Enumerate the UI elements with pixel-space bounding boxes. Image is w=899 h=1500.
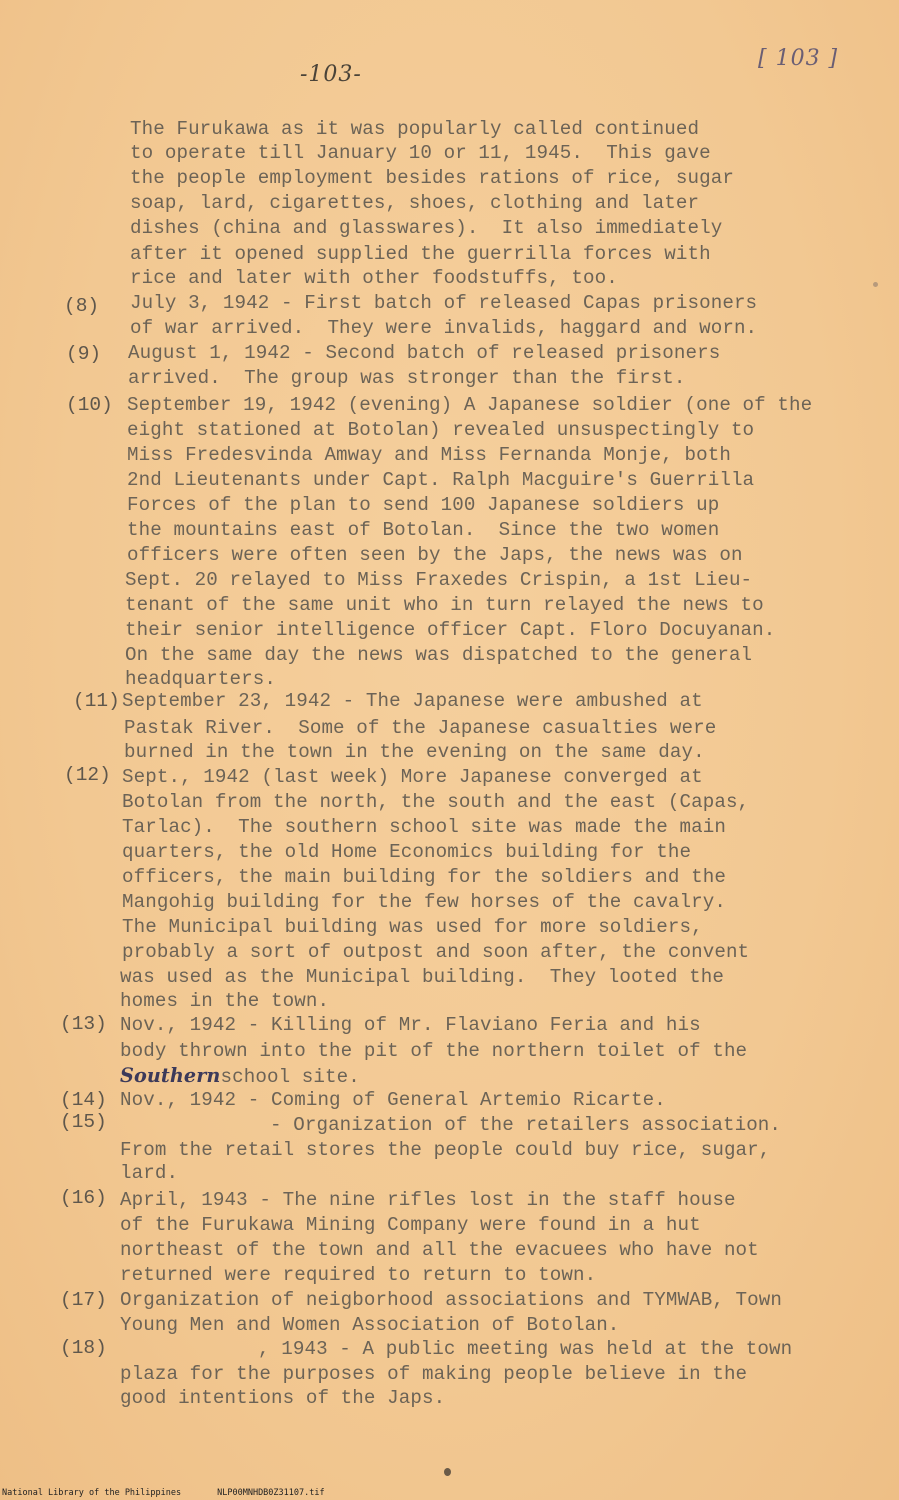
text-line: From the retail stores the people could buy rice, sugar, — [120, 1139, 771, 1161]
text-line: was used as the Municipal building. They looted the — [120, 966, 724, 988]
text-line: of war arrived. They were invalids, haggard and worn. — [130, 317, 758, 339]
text-line: Organization of neigborhood associations and TYMWAB, Town — [120, 1289, 783, 1311]
text-line: body thrown into the pit of the northern toilet of the — [120, 1040, 748, 1062]
text-line: Nov., 1942 - Coming of General Artemio Ricarte. — [120, 1089, 666, 1111]
text-line: headquarters. — [125, 668, 276, 690]
item-number: (15) — [60, 1111, 107, 1133]
text-line: burned in the town in the evening on the same day. — [124, 741, 705, 763]
handwritten-southern: Southern — [120, 1064, 221, 1087]
text-line: Forces of the plan to send 100 Japanese soldiers up — [127, 494, 720, 516]
item-number: (10) — [66, 394, 113, 416]
text-line: plaza for the purposes of making people believe in the — [120, 1363, 748, 1385]
text-line: the people employment besides rations of rice, sugar — [130, 167, 734, 189]
text-line: their senior intelligence officer Capt. Floro Docuyanan. — [125, 619, 776, 641]
text-line: soap, lard, cigarettes, shoes, clothing and later — [130, 192, 700, 214]
text-line: northeast of the town and all the evacuees who have not — [120, 1239, 759, 1261]
text-line: - Organization of the retailers association. — [270, 1114, 782, 1136]
footer-library: National Library of the Philippines — [2, 1488, 182, 1498]
text-line: August 1, 1942 - Second batch of released prisoners — [128, 342, 721, 364]
text-line: Mangohig building for the few horses of the cavalry. — [122, 891, 726, 913]
ink-speck — [444, 1468, 451, 1476]
text-line: 2nd Lieutenants under Capt. Ralph Macguire's Guerrilla — [127, 469, 755, 491]
text-line: On the same day the news was dispatched to the general — [125, 644, 753, 666]
text-line: after it opened supplied the guerrilla forces with — [130, 243, 711, 265]
item-number: (16) — [60, 1187, 107, 1209]
footer-file: NLP00MNHDB0Z31107.tif — [217, 1488, 325, 1498]
text-line: , 1943 - A public meeting was held at the town — [258, 1338, 793, 1360]
text-line: homes in the town. — [120, 990, 330, 1012]
text-line: to operate till January 10 or 11, 1945. This gave — [130, 142, 711, 164]
item-number: (14) — [60, 1089, 107, 1111]
text-line: Miss Fredesvinda Amway and Miss Fernanda Monje, both — [127, 444, 731, 466]
text-line: returned were required to return to town. — [120, 1264, 597, 1286]
text-line: officers were often seen by the Japs, the news was on — [127, 544, 743, 566]
text-line: Botolan from the north, the south and the east (Capas, — [122, 791, 750, 813]
text-line: September 19, 1942 (evening) A Japanese soldier (one of the — [127, 394, 813, 416]
text-line: probably a sort of outpost and soon after, the convent — [122, 941, 750, 963]
text-line: Nov., 1942 - Killing of Mr. Flaviano Feria and his — [120, 1014, 701, 1036]
text-line: The Furukawa as it was popularly called continued — [130, 118, 700, 140]
ink-speck — [873, 282, 878, 287]
text-line: officers, the main building for the soldiers and the — [122, 866, 726, 888]
text-line: the mountains east of Botolan. Since the two women — [127, 519, 720, 541]
item-number: (8) — [64, 295, 100, 317]
scan-footer — [2, 1488, 361, 1498]
item-number: (13) — [60, 1013, 107, 1035]
text-line: Southernschool site. — [120, 1064, 360, 1088]
text-line: eight stationed at Botolan) revealed unsuspectingly to — [127, 419, 755, 441]
text-line: tenant of the same unit who in turn relayed the news to — [125, 594, 764, 616]
text-line: lard. — [120, 1162, 179, 1184]
text-line: Sept. 20 relayed to Miss Fraxedes Crispin, a 1st Lieu- — [125, 569, 753, 591]
item-number: (9) — [66, 343, 102, 365]
text-line: Young Men and Women Association of Botolan. — [120, 1314, 620, 1336]
item-number: (17) — [60, 1289, 107, 1311]
text-line: good intentions of the Japs. — [120, 1387, 446, 1409]
item-number: (12) — [64, 764, 111, 786]
item-number: (11) — [73, 690, 120, 712]
text-line: quarters, the old Home Economics building for the — [122, 841, 692, 863]
text-line: Sept., 1942 (last week) More Japanese converged at — [122, 766, 703, 788]
page-number: -103- — [300, 62, 362, 87]
text-line: of the Furukawa Mining Company were found in a hut — [120, 1214, 701, 1236]
text-line: Tarlac). The southern school site was made the main — [122, 816, 726, 838]
text-line: July 3, 1942 - First batch of released Capas prisoners — [130, 292, 758, 314]
text-line: Pastak River. Some of the Japanese casualties were — [124, 717, 717, 739]
text-line: dishes (china and glasswares). It also immediately — [130, 217, 723, 239]
text-line: April, 1943 - The nine rifles lost in the staff house — [120, 1189, 736, 1211]
text-line: September 23, 1942 - The Japanese were ambushed at — [122, 690, 703, 712]
text-line: The Municipal building was used for more soldiers, — [122, 916, 703, 938]
archive-number: [ 103 ] — [758, 46, 839, 71]
item-number: (18) — [60, 1337, 107, 1359]
text-line: arrived. The group was stronger than the first. — [128, 367, 686, 389]
text-line: rice and later with other foodstuffs, too. — [130, 267, 618, 289]
